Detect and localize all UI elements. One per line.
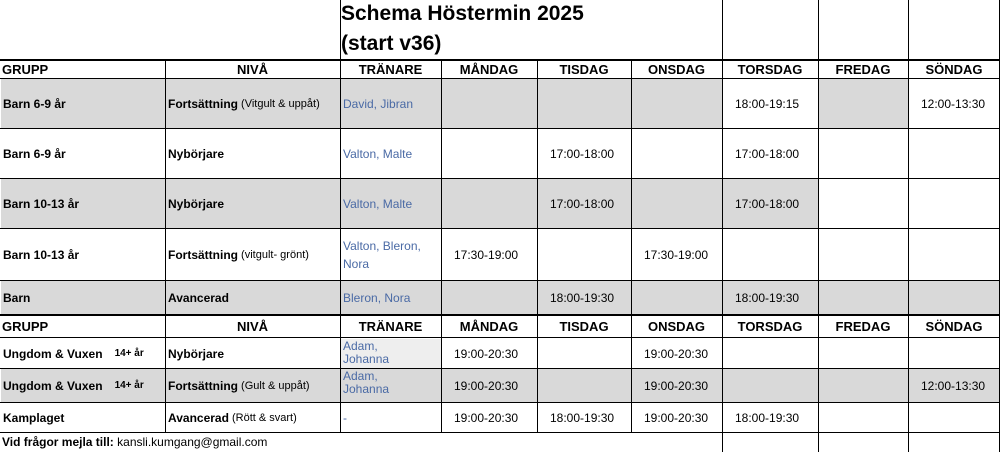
header-2-col-0: GRUPP xyxy=(2,318,49,334)
group-name: Barn 6-9 år xyxy=(3,146,66,161)
row-rows2-2-mon: 19:00-20:30 xyxy=(454,410,519,425)
row-rows2-1-fri xyxy=(819,369,908,402)
rule-r1 xyxy=(0,178,1000,179)
row-rows1-2-tue: 17:00-18:00 xyxy=(538,179,631,228)
header-1-col-7: FREDAG xyxy=(835,61,891,77)
row-rows1-2-level xyxy=(166,179,340,228)
row-rows2-0-wed: 19:00-20:30 xyxy=(644,346,709,361)
row-rows1-3-level xyxy=(166,229,340,280)
row-rows1-4-thu: 18:00-19:30 xyxy=(723,281,818,314)
row-rows2-1-level xyxy=(166,369,340,402)
level-name: Fortsättning xyxy=(168,96,238,111)
row-rows2-0-thu xyxy=(723,339,818,368)
row-rows1-2-sun xyxy=(909,179,1000,228)
row-rows1-3-trainer: Valton, Bleron, Nora xyxy=(343,238,421,271)
row-rows1-0-fri xyxy=(819,79,908,128)
row-rows1-0-level xyxy=(166,79,340,128)
row-rows1-0-tue xyxy=(538,79,631,128)
group-name: Barn 6-9 år xyxy=(3,96,66,111)
row-rows2-0-mon: 19:00-20:30 xyxy=(454,346,519,361)
row-rows2-0-fri xyxy=(819,339,908,368)
level-note: (Vitgult & uppåt) xyxy=(238,97,320,110)
header-2-col-4: TISDAG xyxy=(559,318,609,334)
row-rows1-4-trainer: Bleron, Nora xyxy=(341,281,441,314)
row-rows2-2-sun xyxy=(909,403,1000,432)
group-age: 14+ år xyxy=(114,380,144,391)
row-rows1-2-mon xyxy=(442,179,537,228)
header-2-col-2: TRÄNARE xyxy=(358,318,423,334)
rule-r5 xyxy=(0,368,1000,369)
row-rows2-2-wed: 19:00-20:30 xyxy=(644,410,709,425)
vrule-1 xyxy=(441,59,442,432)
row-rows1-0-wed xyxy=(632,79,722,128)
footer-email[interactable]: kansli.kumgang@gmail.com xyxy=(117,435,268,449)
level-name: Avancerad xyxy=(168,290,229,305)
header-1-col-4: TISDAG xyxy=(559,61,609,77)
header-1-col-2: TRÄNARE xyxy=(358,61,423,77)
row-rows1-3-wed: 17:30-19:00 xyxy=(644,247,709,262)
vrule-r1 xyxy=(818,0,819,452)
group-age: 14+ år xyxy=(114,348,144,359)
vrule-r0 xyxy=(722,0,723,452)
rule-r6 xyxy=(0,402,1000,403)
vrule-3 xyxy=(631,59,632,432)
level-note: (Rött & svart) xyxy=(228,411,297,424)
row-rows2-2-tue: 18:00-19:30 xyxy=(550,410,615,425)
footer-text xyxy=(2,432,267,452)
row-rows2-1-trainer: Adam, Johanna xyxy=(341,369,441,402)
row-rows1-0-group xyxy=(1,79,165,128)
header-2-col-5: ONSDAG xyxy=(647,318,706,334)
row-rows1-0-mon xyxy=(442,79,537,128)
row-rows1-1-sun xyxy=(909,129,1000,178)
row-rows1-3-mon: 17:30-19:00 xyxy=(454,247,519,262)
row-rows1-2-fri xyxy=(819,179,908,228)
row-rows2-2-level xyxy=(166,403,340,432)
row-rows2-0-sun xyxy=(909,339,1000,368)
level-name: Fortsättning xyxy=(168,378,238,393)
level-name: Avancerad xyxy=(168,410,229,425)
row-rows1-1-trainer: Valton, Malte xyxy=(343,146,413,161)
row-rows1-1-thu: 17:00-18:00 xyxy=(735,146,800,161)
rule-r0 xyxy=(0,128,1000,129)
row-rows1-4-sun xyxy=(909,281,1000,314)
row-rows1-3-fri xyxy=(819,229,908,280)
row-rows1-1-fri xyxy=(819,129,908,178)
row-rows1-4-wed xyxy=(632,281,722,314)
header-2-col-3: MÅNDAG xyxy=(459,318,519,334)
row-rows2-0-level xyxy=(166,339,340,368)
row-rows2-1-sun: 12:00-13:30 xyxy=(909,369,1000,402)
rule-r3 xyxy=(0,280,1000,281)
group-name: Kamplaget xyxy=(3,410,65,425)
header-2-col-8: SÖNDAG xyxy=(925,318,983,334)
header-1-col-3: MÅNDAG xyxy=(459,61,519,77)
row-rows1-1-tue: 17:00-18:00 xyxy=(550,146,615,161)
row-rows1-4-level xyxy=(166,281,340,314)
footer-label: Vid frågor mejla till: xyxy=(2,435,114,449)
row-rows1-0-thu: 18:00-19:15 xyxy=(735,96,800,111)
row-rows1-2-thu: 17:00-18:00 xyxy=(723,179,818,228)
vrule-title xyxy=(340,0,341,432)
group-name: Ungdom & Vuxen xyxy=(3,378,103,393)
row-rows2-0-tue xyxy=(538,339,631,368)
row-rows2-2-fri xyxy=(819,403,908,432)
rule-top xyxy=(0,59,1000,61)
group-name: Ungdom & Vuxen xyxy=(3,346,103,361)
row-rows2-1-group xyxy=(1,369,165,402)
row-rows1-4-mon xyxy=(442,281,537,314)
level-name: Fortsättning xyxy=(168,247,238,262)
vrule-0 xyxy=(165,59,166,432)
vrule-2 xyxy=(537,59,538,432)
row-rows1-0-sun: 12:00-13:30 xyxy=(921,96,986,111)
rule-block xyxy=(0,314,1000,316)
header-1-col-1: NIVÅ xyxy=(236,61,269,77)
title-line-2: (start v36) xyxy=(341,32,442,55)
level-note: (Gult & uppåt) xyxy=(238,379,310,392)
row-rows2-1-thu xyxy=(723,369,818,402)
header-1-col-8: SÖNDAG xyxy=(925,61,983,77)
row-rows1-2-wed xyxy=(632,179,722,228)
row-rows2-1-wed: 19:00-20:30 xyxy=(632,369,722,402)
level-name: Nybörjare xyxy=(168,346,225,361)
level-note: (vitgult- grönt) xyxy=(238,248,309,261)
row-rows1-2-trainer: Valton, Malte xyxy=(341,179,441,228)
row-rows1-4-tue: 18:00-19:30 xyxy=(538,281,631,314)
row-rows2-0-trainer: Adam, Johanna xyxy=(341,339,441,368)
row-rows1-0-trainer: David, Jibran xyxy=(341,79,441,128)
header-2-col-1: NIVÅ xyxy=(236,318,269,334)
row-rows1-1-level xyxy=(166,129,340,178)
header-1-col-6: TORSDAG xyxy=(737,61,803,77)
rule-h2 xyxy=(0,337,1000,338)
row-rows2-0-group xyxy=(1,339,165,368)
row-rows1-3-sun xyxy=(909,229,1000,280)
row-rows1-4-group xyxy=(1,281,165,314)
header-2-col-7: FREDAG xyxy=(835,318,891,334)
header-1-col-5: ONSDAG xyxy=(647,61,706,77)
rule-r2 xyxy=(0,228,1000,229)
rule-h1 xyxy=(0,78,1000,79)
level-name: Nybörjare xyxy=(168,146,225,161)
header-1-col-0: GRUPP xyxy=(2,61,49,77)
row-rows1-1-wed xyxy=(632,129,722,178)
row-rows1-1-mon xyxy=(442,129,537,178)
row-rows1-2-group xyxy=(1,179,165,228)
level-name: Nybörjare xyxy=(168,196,225,211)
row-rows2-2-trainer: - xyxy=(343,410,347,425)
row-rows2-1-tue xyxy=(538,369,631,402)
group-name: Barn 10-13 år xyxy=(3,247,80,262)
header-2-col-6: TORSDAG xyxy=(737,318,803,334)
group-name: Barn xyxy=(3,290,31,305)
group-name: Barn 10-13 år xyxy=(3,196,80,211)
title-line-1: Schema Höstermin 2025 xyxy=(341,2,584,25)
row-rows1-3-tue xyxy=(538,229,631,280)
row-rows1-1-group xyxy=(1,129,165,178)
row-rows1-4-fri xyxy=(819,281,908,314)
row-rows2-1-mon: 19:00-20:30 xyxy=(442,369,537,402)
row-rows2-2-thu: 18:00-19:30 xyxy=(735,410,800,425)
vrule-r2 xyxy=(908,0,909,452)
row-rows1-3-group xyxy=(1,229,165,280)
row-rows2-2-group xyxy=(1,403,165,432)
row-rows1-3-thu xyxy=(723,229,818,280)
